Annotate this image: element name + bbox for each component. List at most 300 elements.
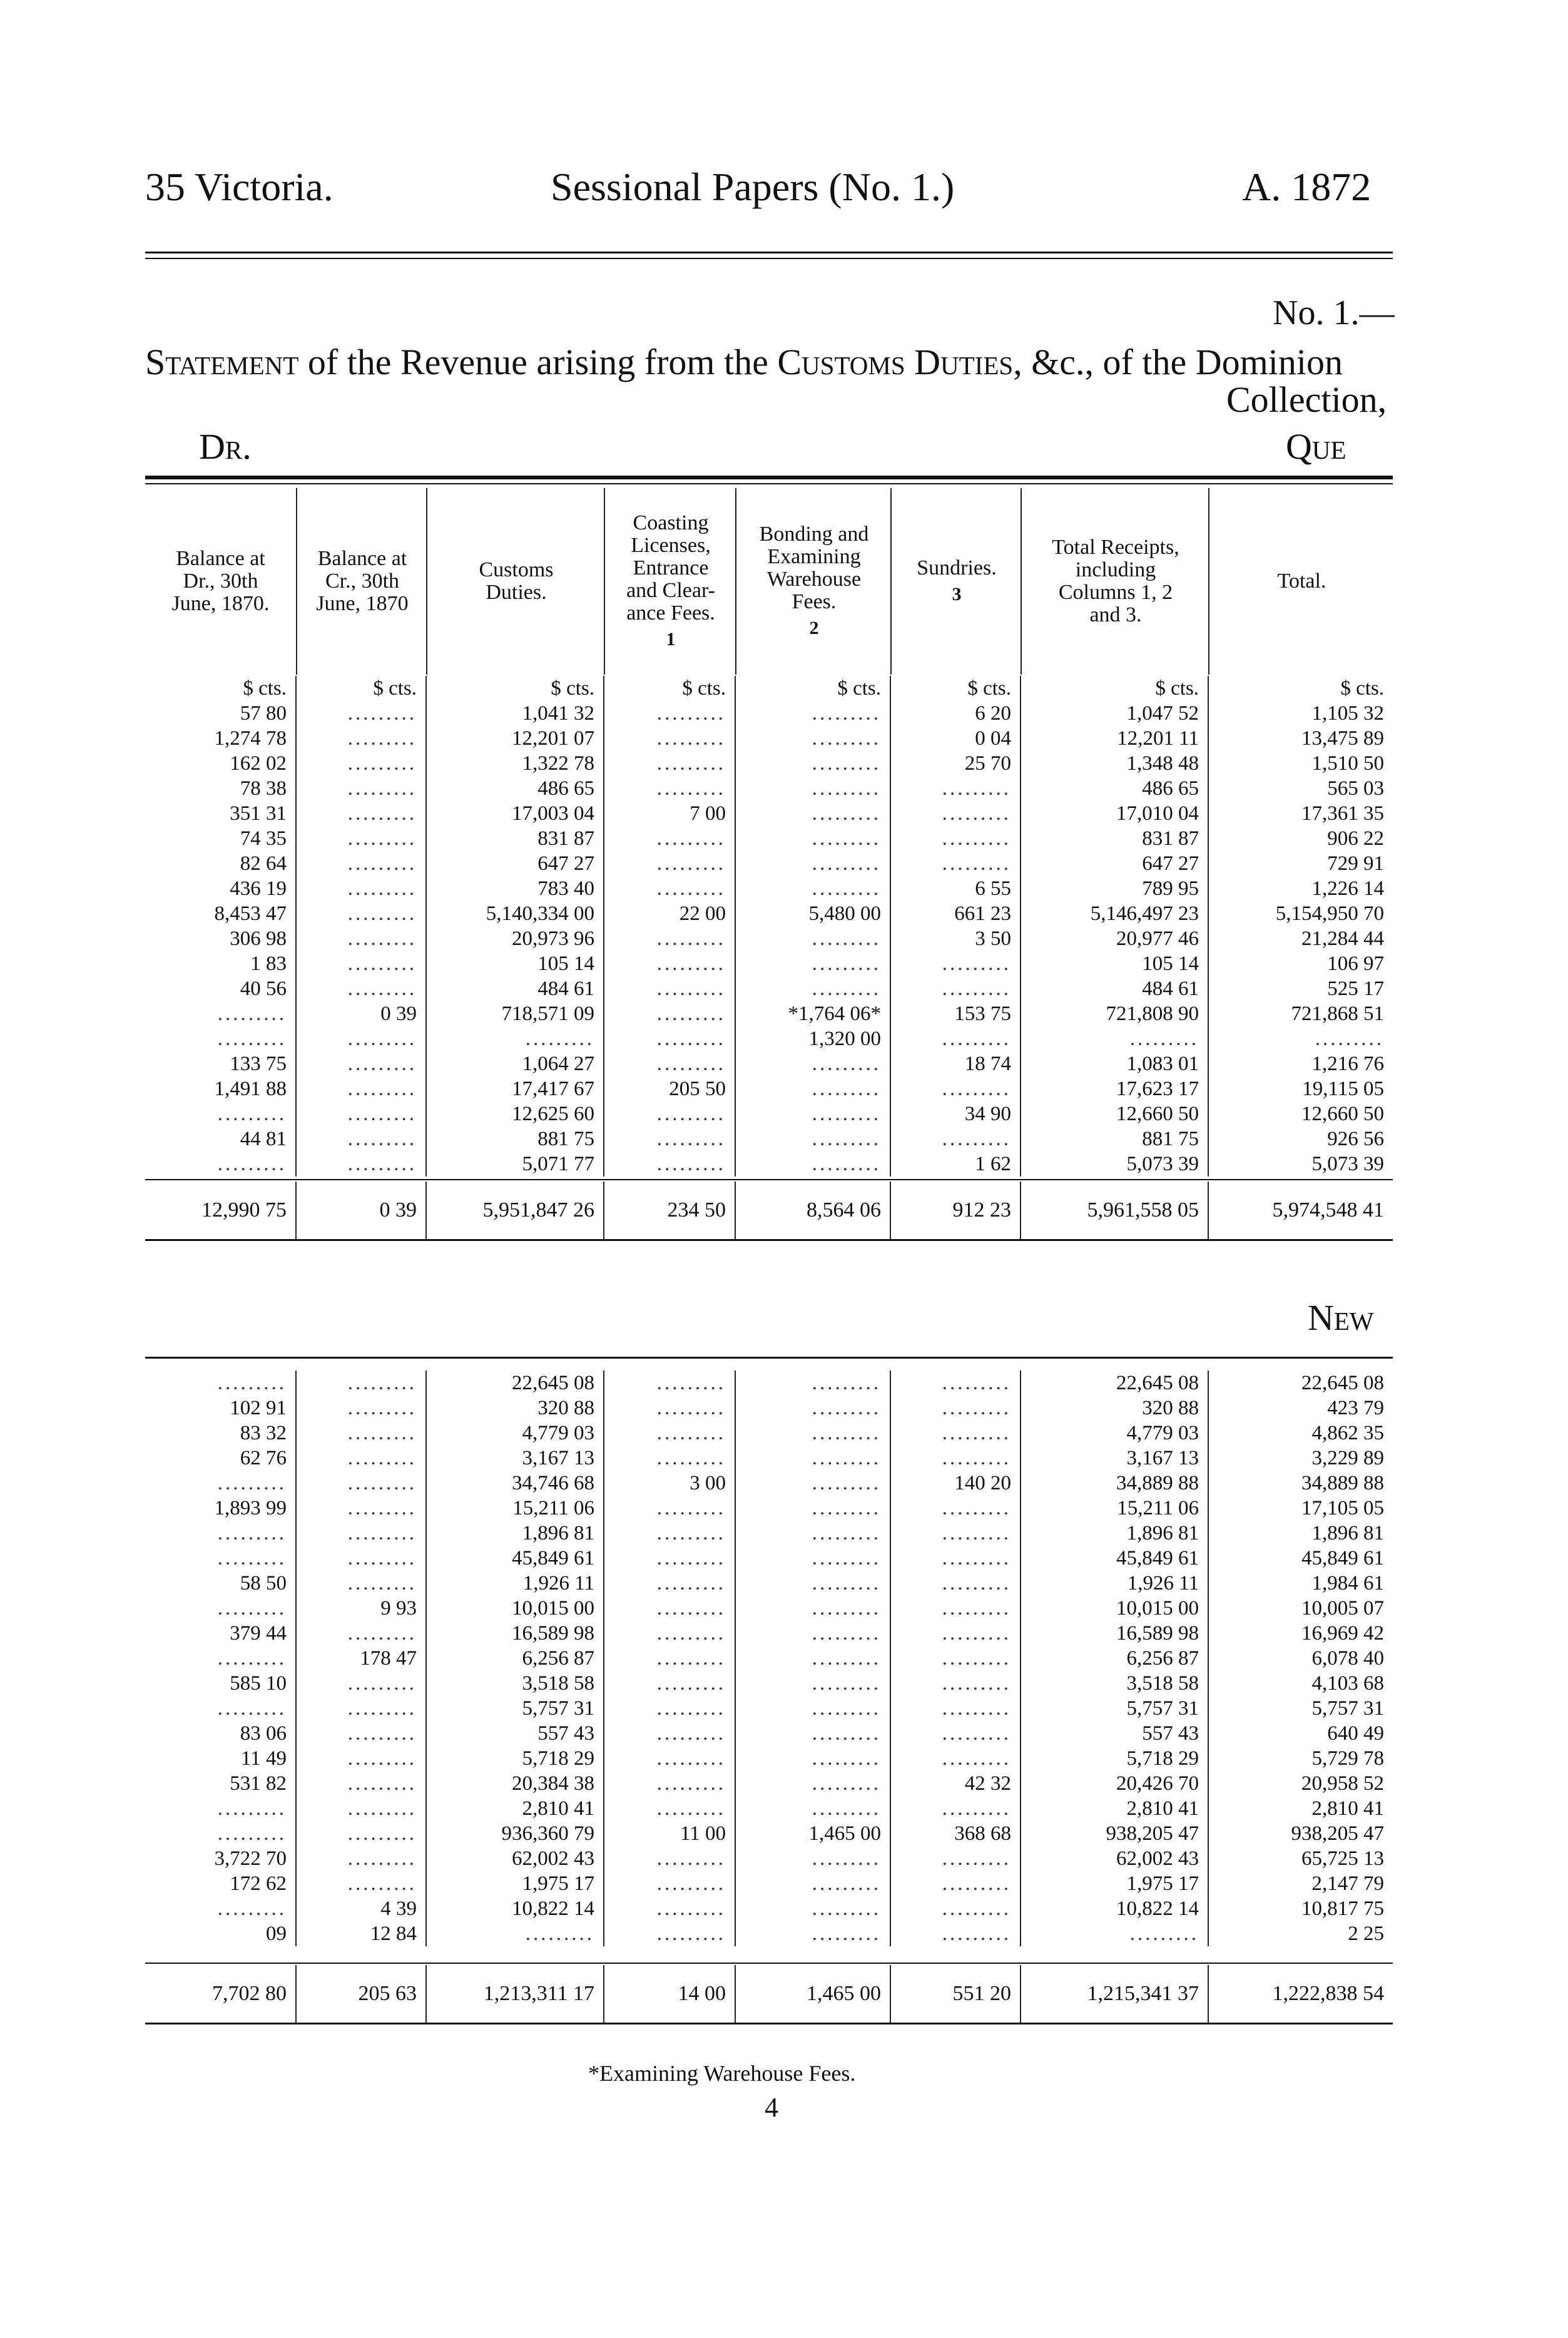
- table-cell: .........: [890, 1871, 1021, 1896]
- col-header-bonding-fees: [735, 488, 892, 675]
- table-row: [145, 1571, 1393, 1596]
- total-cell: 1,215,341 37: [1021, 1965, 1208, 2023]
- table-cell: .........: [735, 1646, 890, 1671]
- total-cell: 12,990 75: [201, 1198, 287, 1222]
- table-cell: .........: [296, 1621, 426, 1646]
- table-cell: .........: [890, 1076, 1021, 1101]
- table-cell: 12,201 11: [1021, 726, 1208, 751]
- table-row: [145, 951, 1393, 976]
- table-cell: .........: [735, 1546, 890, 1571]
- table-cell: 10,822 14: [1021, 1896, 1208, 1921]
- table-cell: .........: [296, 1871, 426, 1896]
- table-cell: 938,205 47: [1021, 1821, 1208, 1846]
- table-cell: 82 64: [240, 852, 287, 875]
- table-cell: 205 50: [604, 1076, 735, 1101]
- table-cell: 1,926 11: [426, 1571, 604, 1596]
- table-cell: .........: [890, 1571, 1021, 1596]
- table-cell: .........: [604, 1896, 735, 1921]
- table-row: [145, 1771, 1393, 1796]
- table-row: [145, 1821, 1393, 1846]
- table-cell: 423 79: [1208, 1396, 1393, 1421]
- table-cell: 585 10: [230, 1672, 287, 1695]
- table-cell: 178 47: [296, 1646, 426, 1671]
- table-cell: .........: [604, 751, 735, 776]
- header-rule-top: [145, 252, 1393, 253]
- table-cell: .........: [890, 801, 1021, 826]
- table-cell: 3,167 13: [1021, 1446, 1208, 1471]
- table-cell: 16,589 98: [1021, 1621, 1208, 1646]
- table-cell: .........: [604, 1001, 735, 1026]
- table-cell: .........: [217, 1153, 287, 1175]
- table-cell: .........: [604, 1371, 735, 1396]
- table-cell: 486 65: [1021, 776, 1208, 801]
- table-row: [145, 1521, 1393, 1546]
- quebec-revenue-table: [145, 676, 1393, 1177]
- table-cell: .........: [296, 1571, 426, 1596]
- table-cell: .........: [890, 1521, 1021, 1546]
- table-cell: 5,073 39: [1208, 1151, 1393, 1177]
- table-cell: 661 23: [890, 901, 1021, 926]
- table-cell: 17,105 05: [1208, 1496, 1393, 1521]
- table-cell: .........: [296, 1696, 426, 1721]
- table-cell: 21,284 44: [1208, 926, 1393, 951]
- table-cell: 74 35: [240, 827, 287, 850]
- table-cell: .........: [1021, 1026, 1208, 1051]
- table-cell: 1,226 14: [1208, 876, 1393, 901]
- province-label-new-brunswick: New: [1308, 1297, 1374, 1338]
- table-row: [145, 876, 1393, 901]
- table-cell: *1,764 06*: [735, 1001, 890, 1026]
- table-cell: 3 00: [604, 1471, 735, 1496]
- table-cell: .........: [604, 1571, 735, 1596]
- table-cell: 10,822 14: [426, 1896, 604, 1921]
- table-cell: .........: [604, 1646, 735, 1671]
- table-cell: .........: [735, 976, 890, 1001]
- table-cell: 1,083 01: [1021, 1051, 1208, 1076]
- col-header-balance-dr: [145, 488, 296, 675]
- table-cell: 2 25: [1208, 1921, 1393, 1946]
- table-cell: 484 61: [426, 976, 604, 1001]
- table-cell: 1,216 76: [1208, 1051, 1393, 1076]
- table-cell: .........: [217, 1103, 287, 1125]
- table-cell: 5,146,497 23: [1021, 901, 1208, 926]
- table-cell: 40 56: [240, 978, 287, 1000]
- table-cell: 783 40: [426, 876, 604, 901]
- table-cell: 5,071 77: [426, 1151, 604, 1177]
- quebec-total-row: [145, 1182, 1393, 1239]
- table-cell: .........: [296, 1051, 426, 1076]
- table-cell: 12,201 07: [426, 726, 604, 751]
- table-cell: 105 14: [1021, 951, 1208, 976]
- table-cell: .........: [296, 1846, 426, 1871]
- running-head-right: A. 1872: [1242, 165, 1372, 209]
- table-cell: .........: [604, 1051, 735, 1076]
- table-cell: .........: [604, 851, 735, 876]
- table-cell: 20,977 46: [1021, 926, 1208, 951]
- table-cell: 306 98: [230, 927, 287, 950]
- table-cell: 62,002 43: [1021, 1846, 1208, 1871]
- table-cell: 4,779 03: [1021, 1421, 1208, 1446]
- table-row: [145, 1796, 1393, 1821]
- total-row: [145, 1182, 1393, 1239]
- table-cell: 729 91: [1208, 851, 1393, 876]
- table-row: [145, 851, 1393, 876]
- table-row: [145, 776, 1393, 801]
- table-cell: .........: [735, 1896, 890, 1921]
- table-cell: .........: [604, 1621, 735, 1646]
- table-cell: 140 20: [890, 1471, 1021, 1496]
- table-cell: .........: [296, 1771, 426, 1796]
- col-header-line: and Clear-ance Fees.: [626, 579, 715, 625]
- table-cell: 1,984 61: [1208, 1571, 1393, 1596]
- table-row: [145, 1101, 1393, 1126]
- table-cell: .........: [217, 1522, 287, 1544]
- table-cell: 5,073 39: [1021, 1151, 1208, 1177]
- col-header-customs-duties: [426, 488, 605, 675]
- table-cell: .........: [890, 1126, 1021, 1151]
- table-cell: 0 39: [296, 1001, 426, 1026]
- table-cell: .........: [604, 1496, 735, 1521]
- table-cell: 936,360 79: [426, 1821, 604, 1846]
- table-row: [145, 1746, 1393, 1771]
- table-cell: .........: [426, 1921, 604, 1946]
- table-cell: .........: [1208, 1026, 1393, 1051]
- table-cell: .........: [735, 1846, 890, 1871]
- table-cell: .........: [890, 851, 1021, 876]
- table-row: [145, 901, 1393, 926]
- col-header-line: including Columns 1, 2: [1058, 558, 1173, 604]
- table-cell: .........: [1021, 1921, 1208, 1946]
- col-header-line: Examining Warehouse: [766, 545, 862, 591]
- table-row: [145, 1646, 1393, 1671]
- total-cell: 7,702 80: [212, 1982, 287, 2005]
- table-cell: 1,975 17: [1021, 1871, 1208, 1896]
- table-cell: .........: [890, 776, 1021, 801]
- table-cell: 6,256 87: [1021, 1646, 1208, 1671]
- table-cell: 5,757 31: [1021, 1696, 1208, 1721]
- table-cell: .........: [735, 1076, 890, 1101]
- table-cell: .........: [604, 1521, 735, 1546]
- table-cell: .........: [735, 1151, 890, 1177]
- table-cell: .........: [217, 1472, 287, 1494]
- table-cell: .........: [735, 1496, 890, 1521]
- col-header-line: Duties.: [486, 581, 547, 604]
- table-row: [145, 926, 1393, 951]
- table-cell: .........: [735, 1796, 890, 1821]
- table-cell: .........: [604, 926, 735, 951]
- table-cell: 1,465 00: [735, 1821, 890, 1846]
- table-cell: 20,958 52: [1208, 1771, 1393, 1796]
- table-cell: .........: [890, 1846, 1021, 1871]
- table-cell: 3,722 70: [214, 1847, 287, 1870]
- table-cell: .........: [296, 976, 426, 1001]
- col-header-line: Balance at: [176, 547, 265, 570]
- table-cell: 65,725 13: [1208, 1846, 1393, 1871]
- table-cell: .........: [296, 1796, 426, 1821]
- table-cell: 3,229 89: [1208, 1446, 1393, 1471]
- table-cell: .........: [890, 1446, 1021, 1471]
- table-cell: .........: [296, 826, 426, 851]
- table-row: [145, 801, 1393, 826]
- table-cell: .........: [217, 1822, 287, 1845]
- total-cell: 14 00: [604, 1965, 735, 2023]
- table-cell: .........: [296, 1521, 426, 1546]
- table-cell: .........: [604, 701, 735, 726]
- table-cell: .........: [735, 1396, 890, 1421]
- table-cell: 5,718 29: [426, 1746, 604, 1771]
- table-cell: .........: [890, 1621, 1021, 1646]
- table-cell: 162 02: [230, 752, 287, 775]
- table-cell: 20,384 38: [426, 1771, 604, 1796]
- table-cell: .........: [890, 1646, 1021, 1671]
- table-cell: 2,810 41: [426, 1796, 604, 1821]
- col-header-line: June, 1870.: [171, 592, 270, 615]
- table-cell: 3 50: [890, 926, 1021, 951]
- table-cell: 42 32: [890, 1771, 1021, 1796]
- total-row: [145, 1965, 1393, 2023]
- province-label-quebec: Que: [1286, 426, 1347, 467]
- table-cell: 16,969 42: [1208, 1621, 1393, 1646]
- table-cell: 10,005 07: [1208, 1596, 1393, 1621]
- table-cell: .........: [296, 1671, 426, 1696]
- table-row: [145, 1846, 1393, 1871]
- col-header-balance-cr: [296, 488, 427, 675]
- table-cell: 09: [266, 1922, 287, 1945]
- table-row: [145, 1371, 1393, 1396]
- col-header-total: [1208, 488, 1394, 675]
- table-cell: .........: [735, 1571, 890, 1596]
- table-cell: .........: [604, 951, 735, 976]
- table-cell: 906 22: [1208, 826, 1393, 851]
- total-cell: 1,213,311 17: [426, 1965, 604, 2023]
- table-cell: .........: [735, 951, 890, 976]
- table-cell: 22,645 08: [426, 1371, 604, 1396]
- table-cell: 25 70: [890, 751, 1021, 776]
- title-line-2: Collection,: [1226, 379, 1387, 420]
- table-cell: 831 87: [426, 826, 604, 851]
- table-cell: 83 32: [240, 1422, 287, 1444]
- unit-cell: $ cts.: [604, 676, 735, 701]
- table-cell: 22,645 08: [1021, 1371, 1208, 1396]
- side-label-dr: Dr.: [199, 426, 252, 467]
- unit-cell: $ cts.: [1208, 676, 1393, 701]
- table-cell: .........: [890, 1696, 1021, 1721]
- table-cell: 5,729 78: [1208, 1746, 1393, 1771]
- table-cell: 11 49: [240, 1747, 287, 1770]
- table-cell: .........: [217, 1028, 287, 1050]
- unit-cell: $ cts.: [243, 677, 287, 700]
- table-cell: 2,810 41: [1021, 1796, 1208, 1821]
- table-cell: 172 62: [230, 1872, 287, 1895]
- table-cell: 34,746 68: [426, 1471, 604, 1496]
- table-row: [145, 1871, 1393, 1896]
- table-row: [145, 1896, 1393, 1921]
- table-cell: .........: [735, 1421, 890, 1446]
- table-cell: .........: [735, 1126, 890, 1151]
- units-row: [145, 676, 1393, 701]
- table-cell: 15,211 06: [426, 1496, 604, 1521]
- table-row: [145, 701, 1393, 726]
- table-cell: 881 75: [426, 1126, 604, 1151]
- col-header-total-receipts: [1021, 488, 1209, 675]
- col-header-line: Balance at: [317, 547, 407, 570]
- table-cell: .........: [604, 1546, 735, 1571]
- table-cell: .........: [296, 1546, 426, 1571]
- col-header-line: June, 1870: [316, 592, 409, 615]
- table-cell: .........: [604, 1101, 735, 1126]
- table-cell: .........: [604, 726, 735, 751]
- table-row: [145, 1001, 1393, 1026]
- table-cell: .........: [735, 751, 890, 776]
- unit-cell: $ cts.: [426, 676, 604, 701]
- table-cell: 62 76: [240, 1447, 287, 1469]
- col-header-line: Sundries.: [917, 556, 997, 579]
- table-cell: .........: [296, 851, 426, 876]
- table-cell: 5,718 29: [1021, 1746, 1208, 1771]
- title-customs-duties: Customs Duties: [777, 342, 1014, 382]
- table-cell: 10,817 75: [1208, 1896, 1393, 1921]
- table-cell: .........: [217, 1547, 287, 1570]
- table-cell: 436 19: [230, 877, 287, 900]
- table-cell: .........: [735, 1371, 890, 1396]
- col-number: 2: [809, 618, 819, 638]
- table-cell: 1,893 99: [214, 1497, 287, 1519]
- table-cell: .........: [217, 1647, 287, 1670]
- table-cell: 18 74: [890, 1051, 1021, 1076]
- table-cell: 1,510 50: [1208, 751, 1393, 776]
- new-brunswick-revenue-table: [145, 1371, 1393, 1946]
- table-cell: 320 88: [426, 1396, 604, 1421]
- table-cell: 640 49: [1208, 1721, 1393, 1746]
- footnote: *Examining Warehouse Fees.: [588, 2061, 856, 2086]
- table-cell: .........: [604, 976, 735, 1001]
- table-cell: 4,862 35: [1208, 1421, 1393, 1446]
- table-cell: 9 93: [296, 1596, 426, 1621]
- table-cell: 379 44: [230, 1622, 287, 1645]
- table-cell: .........: [296, 751, 426, 776]
- table-cell: 1,320 00: [735, 1026, 890, 1051]
- table-cell: 1,274 78: [214, 727, 287, 750]
- table-cell: .........: [735, 1051, 890, 1076]
- table-cell: 13,475 89: [1208, 726, 1393, 751]
- page-number: 4: [765, 2092, 778, 2123]
- table-row: [145, 726, 1393, 751]
- table-cell: 3,518 58: [426, 1671, 604, 1696]
- table-row: [145, 1921, 1393, 1946]
- table-cell: .........: [217, 1897, 287, 1920]
- table-cell: 1 62: [890, 1151, 1021, 1177]
- table-cell: 34,889 88: [1021, 1471, 1208, 1496]
- unit-cell: $ cts.: [890, 676, 1021, 701]
- table-cell: 83 06: [240, 1722, 287, 1745]
- table-cell: 557 43: [426, 1721, 604, 1746]
- table-cell: .........: [296, 1471, 426, 1496]
- table-cell: .........: [735, 1621, 890, 1646]
- table-cell: 22,645 08: [1208, 1371, 1393, 1396]
- table-cell: 557 43: [1021, 1721, 1208, 1746]
- table-row: [145, 1596, 1393, 1621]
- table-cell: 105 14: [426, 951, 604, 976]
- table-cell: 4 39: [296, 1896, 426, 1921]
- table-cell: .........: [296, 1446, 426, 1471]
- table-row: [145, 1621, 1393, 1646]
- section1-total-rule: [145, 1179, 1393, 1180]
- table-row: [145, 1396, 1393, 1421]
- table-cell: .........: [296, 951, 426, 976]
- col-number: 3: [952, 584, 962, 605]
- table-cell: .........: [296, 1151, 426, 1177]
- section2-bottom-rule: [145, 2023, 1393, 2024]
- table-cell: 44 81: [240, 1128, 287, 1150]
- table-cell: 45,849 61: [1208, 1546, 1393, 1571]
- total-cell: 1,222,838 54: [1208, 1965, 1393, 2023]
- table-row: [145, 1446, 1393, 1471]
- table-cell: .........: [735, 801, 890, 826]
- table-cell: 5,757 31: [1208, 1696, 1393, 1721]
- table-cell: .........: [604, 1026, 735, 1051]
- col-header-line: Coasting: [633, 511, 709, 534]
- table-cell: 1,975 17: [426, 1871, 604, 1896]
- table-cell: 15,211 06: [1021, 1496, 1208, 1521]
- table-cell: 565 03: [1208, 776, 1393, 801]
- table-cell: 4,779 03: [426, 1421, 604, 1446]
- table-cell: 57 80: [240, 702, 287, 725]
- table-cell: .........: [735, 1921, 890, 1946]
- table-cell: .........: [604, 1596, 735, 1621]
- table-cell: .........: [890, 1396, 1021, 1421]
- table-cell: 8,453 47: [214, 902, 287, 925]
- table-cell: 34 90: [890, 1101, 1021, 1126]
- table-cell: .........: [604, 1696, 735, 1721]
- unit-cell: $ cts.: [1021, 676, 1208, 701]
- table-cell: 1,348 48: [1021, 751, 1208, 776]
- table-cell: 647 27: [1021, 851, 1208, 876]
- table-cell: 153 75: [890, 1001, 1021, 1026]
- table-row: [145, 1076, 1393, 1101]
- table-cell: 938,205 47: [1208, 1821, 1393, 1846]
- table-cell: 831 87: [1021, 826, 1208, 851]
- table-cell: .........: [890, 1721, 1021, 1746]
- table-cell: 6 55: [890, 876, 1021, 901]
- col-header-sundries: [890, 488, 1022, 675]
- table-cell: 6,256 87: [426, 1646, 604, 1671]
- table-cell: 1,491 88: [214, 1078, 287, 1100]
- col-header-line: and 3.: [1089, 603, 1142, 626]
- table-cell: 5,140,334 00: [426, 901, 604, 926]
- table-cell: .........: [735, 876, 890, 901]
- table-cell: .........: [426, 1026, 604, 1051]
- table-row: [145, 1471, 1393, 1496]
- table-cell: .........: [296, 1101, 426, 1126]
- table-cell: 1,926 11: [1021, 1571, 1208, 1596]
- table-cell: .........: [735, 1696, 890, 1721]
- table-cell: 721,868 51: [1208, 1001, 1393, 1026]
- table-cell: .........: [890, 826, 1021, 851]
- table-cell: .........: [890, 1746, 1021, 1771]
- table-cell: .........: [296, 876, 426, 901]
- table-row: [145, 1696, 1393, 1721]
- total-cell: 234 50: [604, 1182, 735, 1239]
- table-cell: .........: [296, 1421, 426, 1446]
- table-cell: .........: [296, 701, 426, 726]
- table-row: [145, 1721, 1393, 1746]
- table-cell: 7 00: [604, 801, 735, 826]
- table-cell: .........: [296, 1396, 426, 1421]
- total-cell: 0 39: [296, 1182, 426, 1239]
- table-cell: .........: [735, 701, 890, 726]
- table-cell: .........: [735, 726, 890, 751]
- table-cell: .........: [890, 1921, 1021, 1946]
